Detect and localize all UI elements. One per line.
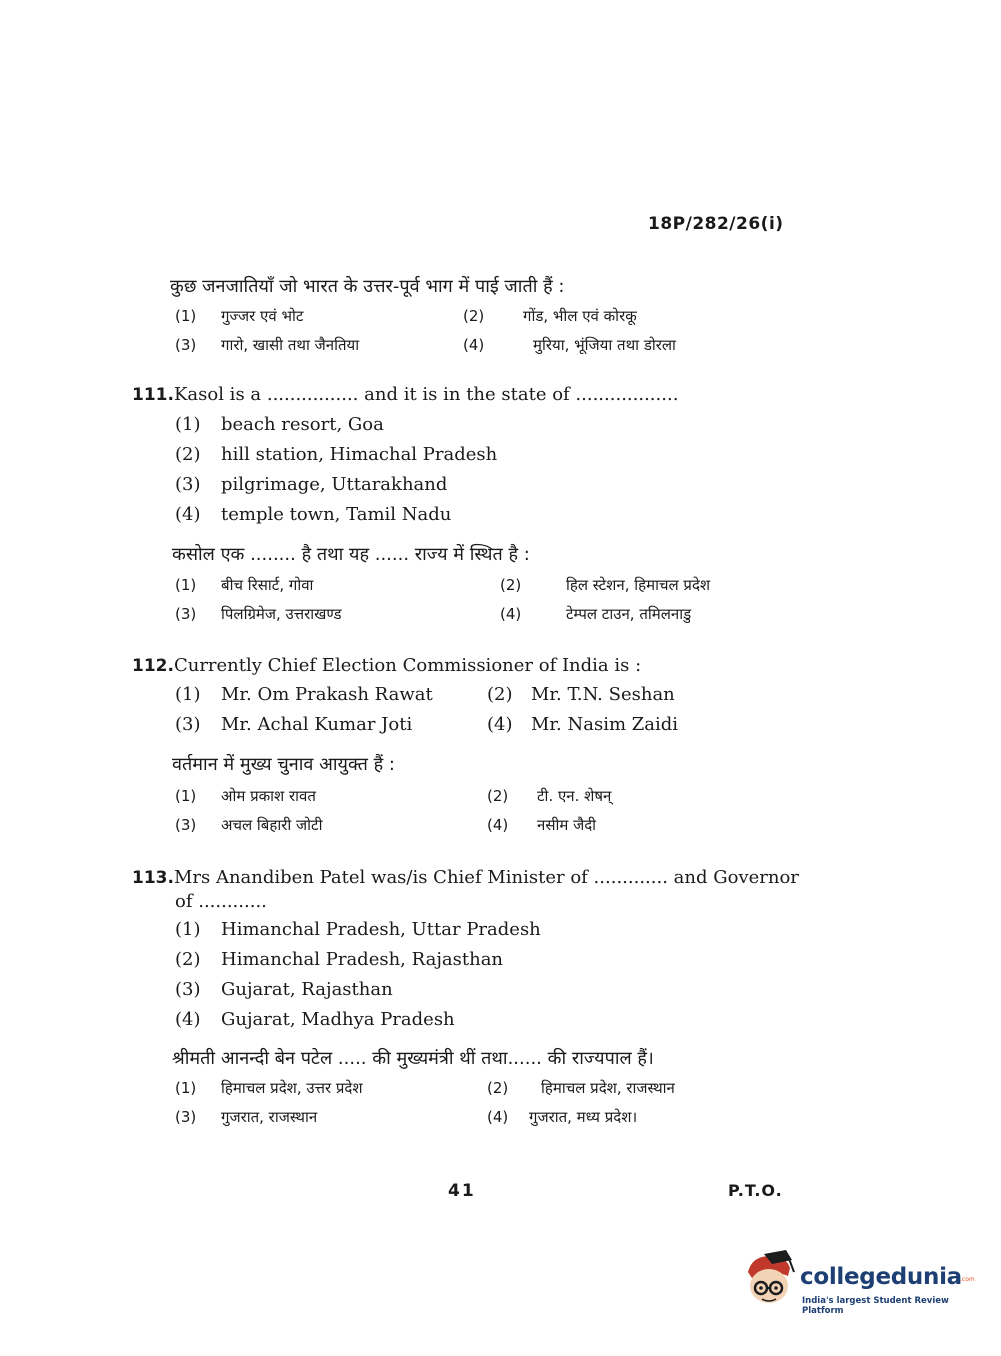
option-number: (1): [175, 684, 201, 705]
option-number: (3): [175, 474, 201, 495]
option-text: बीच रिसार्ट, गोवा: [221, 576, 314, 594]
q110-hindi-option-3: [175, 335, 359, 355]
option-text: टेम्पल टाउन, तमिलनाडु: [566, 605, 692, 623]
option-text: ओम प्रकाश रावत: [221, 787, 316, 805]
option-text: beach resort, Goa: [221, 414, 384, 435]
option-text: Mr. Achal Kumar Joti: [221, 714, 413, 735]
option-number: (1): [175, 919, 201, 940]
option-number: (1): [175, 787, 197, 805]
mascot-icon: [742, 1250, 800, 1312]
q111-hindi-option-3: [175, 604, 342, 624]
q110-hindi-option-1: [175, 306, 303, 326]
q112-hindi-option-2: [487, 786, 611, 806]
question-number: 111.: [132, 385, 174, 405]
option-text: Mr. Nasim Zaidi: [531, 714, 679, 735]
page-number: 41: [448, 1181, 476, 1201]
option-number: (4): [487, 816, 509, 834]
brand-tagline: India's largest Student Review Platform: [802, 1296, 949, 1316]
option-text: अचल बिहारी जोटी: [221, 816, 323, 834]
q113-option-2: [175, 949, 503, 970]
option-number: (3): [175, 336, 197, 354]
option-number: (3): [175, 714, 201, 735]
option-text: हिमाचल प्रदेश, उत्तर प्रदेश: [221, 1079, 363, 1097]
option-text: मुरिया, भूंजिया तथा डोरला: [533, 336, 676, 354]
q111-hindi-option-4: [500, 604, 691, 624]
option-number: (3): [175, 979, 201, 1000]
option-text: pilgrimage, Uttarakhand: [221, 474, 448, 495]
option-text: Gujarat, Madhya Pradesh: [221, 1009, 455, 1030]
option-text: hill station, Himachal Pradesh: [221, 444, 498, 465]
option-number: (4): [175, 1009, 201, 1030]
q113-hindi-option-4: [487, 1107, 637, 1127]
q111-option-3: [175, 474, 447, 495]
q111-hindi-stem: कसोल एक ........ है तथा यह ...... राज्य में स्थित है :: [172, 544, 530, 565]
q111-stem: [132, 384, 678, 405]
pto-label: P.T.O.: [728, 1181, 783, 1200]
q113-hindi-stem: श्रीमती आनन्दी बेन पटेल ..... की मुख्यमंत्री थीं तथा...... की राज्यपाल हैं।: [172, 1048, 654, 1069]
q112-option-3: [175, 714, 412, 735]
brand-domain: .com: [960, 1276, 975, 1283]
q110-hindi-option-2: [463, 306, 637, 326]
option-text: गुजरात, राजस्थान: [221, 1108, 318, 1126]
option-text: पिलग्रिमेज, उत्तराखण्ड: [221, 605, 342, 623]
q113-hindi-option-3: [175, 1107, 317, 1127]
option-text: टी. एन. शेषन्: [537, 787, 612, 805]
option-number: (3): [175, 816, 197, 834]
option-number: (1): [175, 307, 197, 325]
option-text: गारो, खासी तथा जैनतिया: [221, 336, 360, 354]
option-text: गोंड, भील एवं कोरकू: [523, 307, 637, 325]
option-text: Gujarat, Rajasthan: [221, 979, 393, 1000]
option-text: हिल स्टेशन, हिमाचल प्रदेश: [566, 576, 711, 594]
q113-hindi-option-1: [175, 1078, 363, 1098]
q112-option-1: [175, 684, 433, 705]
option-number: (2): [487, 787, 509, 805]
q110-hindi-stem: कुछ जनजातियाँ जो भारत के उत्तर-पूर्व भाग में पाई जाती हैं :: [170, 276, 565, 297]
option-text: गुजरात, मध्य प्रदेश।: [529, 1108, 638, 1126]
option-text: Mr. T.N. Seshan: [531, 684, 675, 705]
q112-option-4: [487, 714, 678, 735]
q113-stem: [132, 867, 799, 888]
option-number: (2): [463, 307, 485, 325]
option-number: (4): [487, 714, 513, 735]
question-text: Currently Chief Election Commissioner of India is :: [173, 655, 642, 676]
q111-hindi-option-2: [500, 575, 710, 595]
option-number: (2): [487, 684, 513, 705]
option-number: (4): [487, 1108, 509, 1126]
q113-option-4: [175, 1009, 455, 1030]
option-number: (1): [175, 414, 201, 435]
option-text: नसीम जैदी: [537, 816, 597, 834]
q110-hindi-option-4: [463, 335, 676, 355]
question-number: 112.: [132, 656, 174, 676]
q111-option-1: [175, 414, 384, 435]
option-number: (3): [175, 1108, 197, 1126]
q111-hindi-option-1: [175, 575, 313, 595]
collegedunia-watermark[interactable]: [742, 1250, 975, 1316]
q111-option-4: [175, 504, 451, 525]
option-text: Mr. Om Prakash Rawat: [221, 684, 433, 705]
question-text: Mrs Anandiben Patel was/is Chief Minister of ............. and Governor: [173, 867, 799, 888]
option-number: (1): [175, 1079, 197, 1097]
option-number: (2): [500, 576, 522, 594]
option-text: हिमाचल प्रदेश, राजस्थान: [541, 1079, 675, 1097]
option-number: (2): [175, 949, 201, 970]
paper-code: 18P/282/26(i): [648, 214, 784, 234]
option-number: (4): [175, 504, 201, 525]
q111-option-2: [175, 444, 497, 465]
question-text: Kasol is a ................ and it is in the state of ..................: [173, 384, 679, 405]
option-number: (4): [463, 336, 485, 354]
option-number: (2): [487, 1079, 509, 1097]
q112-hindi-option-3: [175, 815, 322, 835]
q113-option-1: [175, 919, 541, 940]
option-number: (2): [175, 444, 201, 465]
question-number: 113.: [132, 868, 174, 888]
q112-hindi-stem: वर्तमान में मुख्य चुनाव आयुक्त हैं :: [172, 754, 395, 775]
q113-stem-continuation: of ............: [175, 891, 267, 912]
option-text: Himanchal Pradesh, Rajasthan: [221, 949, 504, 970]
q112-stem: [132, 655, 641, 676]
q112-hindi-option-1: [175, 786, 316, 806]
option-number: (1): [175, 576, 197, 594]
q112-option-2: [487, 684, 675, 705]
q113-hindi-option-2: [487, 1078, 675, 1098]
option-text: गुज्जर एवं भोट: [221, 307, 304, 325]
option-text: Himanchal Pradesh, Uttar Pradesh: [221, 919, 541, 940]
q112-hindi-option-4: [487, 815, 596, 835]
option-number: (4): [500, 605, 522, 623]
option-text: temple town, Tamil Nadu: [221, 504, 452, 525]
brand-name: collegedunia: [800, 1264, 962, 1290]
option-number: (3): [175, 605, 197, 623]
q113-option-3: [175, 979, 393, 1000]
